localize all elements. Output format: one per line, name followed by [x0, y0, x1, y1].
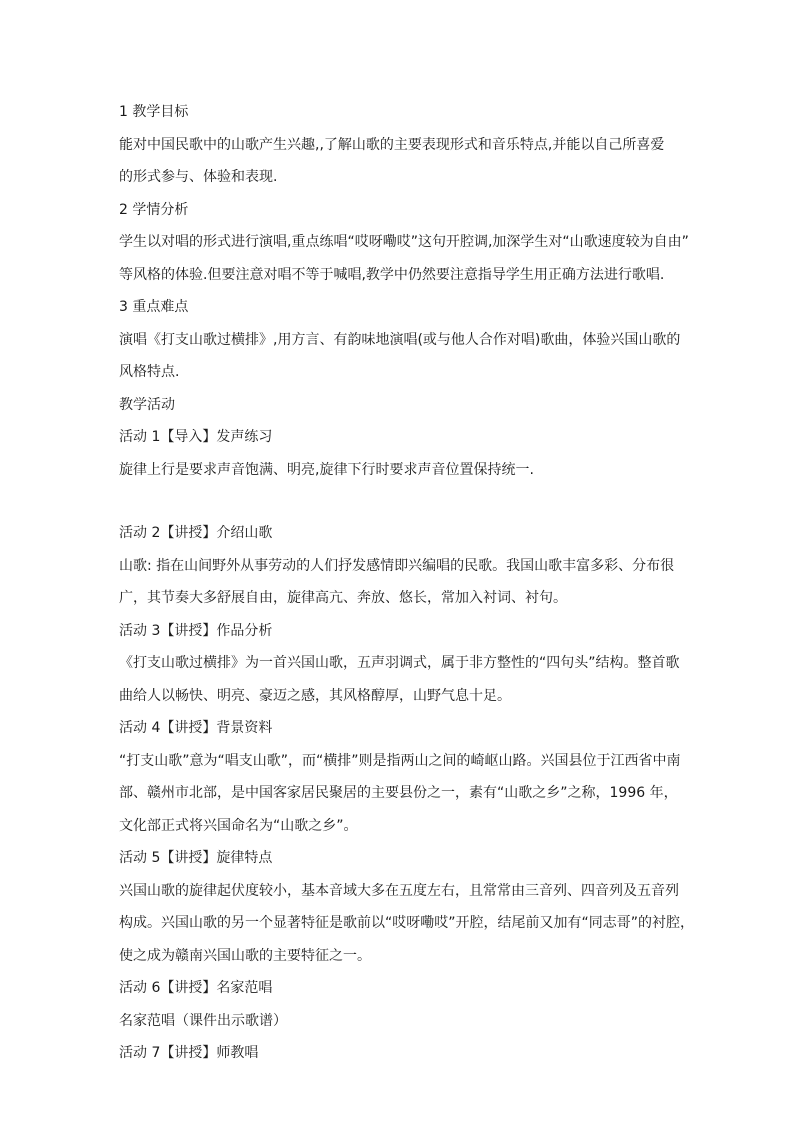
activity-5-text-line-2: 构成。兴国山歌的另一个显著特征是歌前以“哎呀嘞哎”开腔，结尾前又加有“同志哥”的衬腔， [119, 915, 695, 931]
activity-3-text-line-2: 曲给人以畅快、明亮、豪迈之感，其风格醇厚，山野气息十足。 [119, 687, 511, 704]
activity-5-text-line-1: 兴国山歌的旋律起伏度较小，基本音域大多在五度左右，且常常由三音列、四音列及五音列 [119, 882, 679, 899]
document-page [119, 100, 695, 1074]
activity-5-text-line-3: 使之成为赣南兴国山歌的主要特征之一。 [119, 947, 371, 964]
goals-text-line-1: 能对中国民歌中的山歌产生兴趣,,了解山歌的主要表现形式和音乐特点,并能以自己所喜爱 [119, 136, 665, 153]
heading-key-points: 3 重点难点 [119, 299, 189, 315]
goals-text-line-2: 的形式参与、体验和表现. [119, 169, 278, 185]
activity-2-heading: 活动 2【讲授】介绍山歌 [119, 525, 273, 541]
activity-4-text-line-1: “打支山歌”意为“唱支山歌”，而“横排”则是指两山之间的崎岖山路。兴国县位于江西省中南 [119, 752, 681, 769]
heading-teaching-goals: 1 教学目标 [119, 104, 189, 120]
activity-2-text-line-1: 山歌: 指在山间野外从事劳动的人们抒发感情即兴编唱的民歌。我国山歌丰富多彩、分布很 [119, 557, 675, 574]
activity-4-text-line-3: 文化部正式将兴国命名为“山歌之乡”。 [119, 817, 358, 834]
activity-6-heading: 活动 6【讲授】名家范唱 [119, 980, 273, 996]
activity-6-text: 名家范唱（课件出示歌谱） [119, 1012, 287, 1029]
key-points-line-1: 演唱《打支山歌过横排》,用方言、有韵味地演唱(或与他人合作对唱)歌曲，体验兴国山歌的 [119, 331, 681, 348]
blank-line [119, 490, 679, 521]
activity-4-text-line-2: 部、赣州市北部，是中国客家居民聚居的主要县份之一，素有“山歌之乡”之称，1996 年， [119, 785, 678, 801]
heading-teaching-activities: 教学活动 [119, 396, 175, 413]
activity-4-heading: 活动 4【讲授】背景资料 [119, 720, 273, 736]
activity-3-text-line-1: 《打支山歌过横排》为一首兴国山歌，五声羽调式，属于非方整性的“四句头”结构。整首歌 [119, 655, 680, 671]
activity-1-heading: 活动 1【导入】发声练习 [119, 429, 273, 445]
heading-learning-analysis: 2 学情分析 [119, 201, 189, 218]
key-points-line-2: 风格特点. [119, 364, 180, 380]
activity-1-text: 旋律上行是要求声音饱满、明亮,旋律下行时要求声音位置保持统一. [119, 461, 534, 478]
activity-5-heading: 活动 5【讲授】旋律特点 [119, 850, 273, 866]
activity-7-heading: 活动 7【讲授】师教唱 [119, 1045, 259, 1061]
activity-2-text-line-2: 广，其节奏大多舒展自由，旋律高亢、奔放、悠长，常加入衬词、衬句。 [119, 590, 567, 606]
analysis-text-line-1: 学生以对唱的形式进行演唱,重点练唱“哎呀嘞哎”这句开腔调,加深学生对“山歌速度较为自由” [119, 234, 689, 250]
analysis-text-line-2: 等风格的体验.但要注意对唱不等于喊唱,教学中仍然要注意指导学生用正确方法进行歌唱. [119, 266, 665, 283]
activity-3-heading: 活动 3【讲授】作品分析 [119, 622, 273, 639]
